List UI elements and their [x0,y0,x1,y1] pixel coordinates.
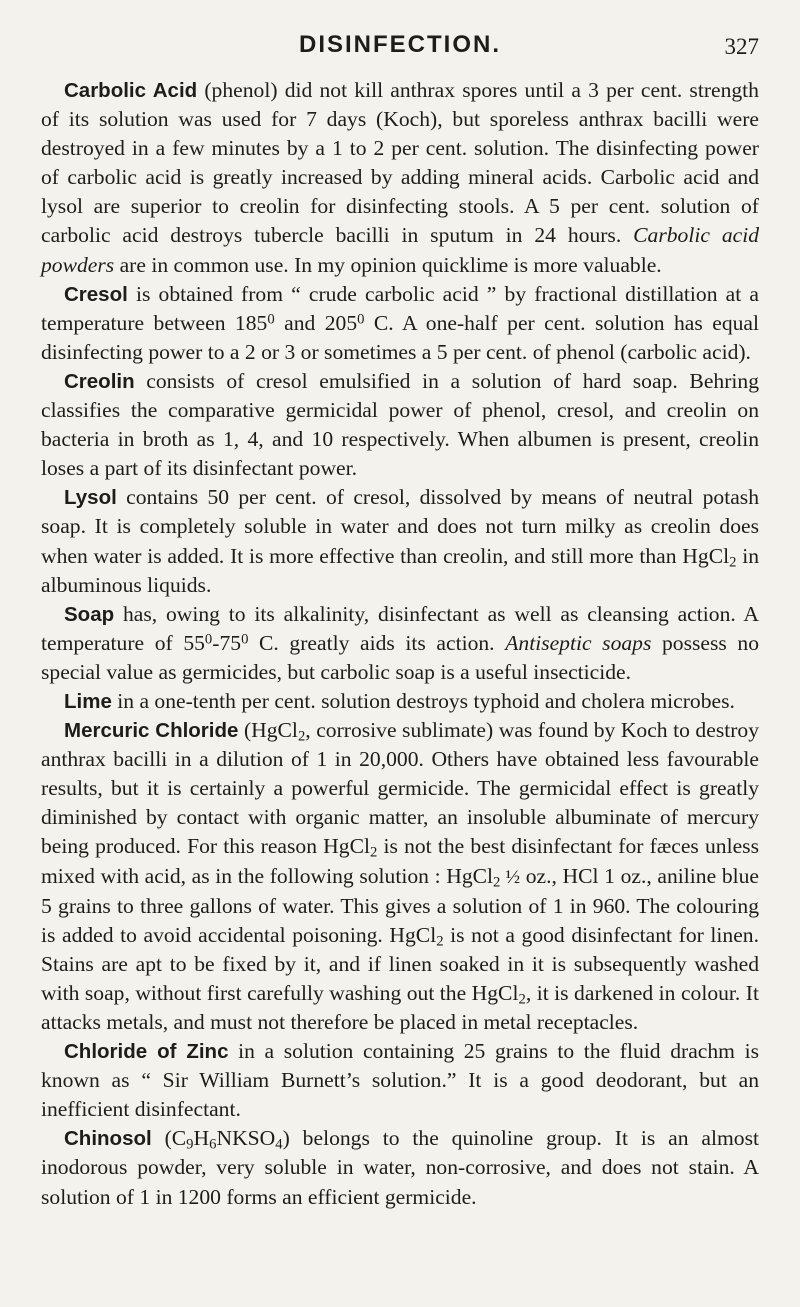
carbolic-italic: Carbolic acid powders [41,223,759,277]
heading-lysol: Lysol [64,486,117,510]
heading-chloride-of-zinc: Chloride of Zinc [64,1040,229,1064]
zinc-text: in a solution containing 25 grains to the fluid drachm is known as “ Sir William Burnett’s solution.” It is a good deodorant, but an inefficient disinfectant. [41,1039,759,1122]
mercuric-text-3: is not the best disinfectant for fæces unless mixed with acid, as in the following solution : HgCl [41,834,759,888]
cresol-text-1: is obtained from “ crude carbolic acid ” by fractional distillation at a temperature between 185 [41,281,759,335]
lysol-text-1: contains 50 per cent. of cresol, dissolved by means of neutral potash soap. It is completely soluble in water and does not turn milky as creolin does when water is added. It is more effective than creolin, and still more than HgCl [41,485,759,568]
running-title: DISINFECTION. [298,31,501,58]
soap-italic: Antiseptic soaps [505,630,652,655]
page-number: 327 [724,34,759,59]
paragraph-lime [41,687,759,716]
degree-mark: 0 [357,311,365,328]
subscript: 2 [369,845,378,862]
lime-text: in a one-tenth per cent. solution destroys typhoid and cholera microbes. [111,688,735,713]
chinosol-text-3: NKSO [216,1126,276,1151]
mercuric-text-5: is not a good disinfectant for linen. Stains are apt to be fixed by it, and if linen soaked in it is subsequently washed with soap, without first carefully washing out the HgCl [41,922,760,1005]
subscript: 2 [436,933,444,950]
degree-mark: 0 [241,631,249,648]
paragraph-lysol [41,483,759,599]
heading-lime: Lime [64,689,112,713]
heading-mercuric-chloride: Mercuric Chloride [64,719,239,743]
degree-mark: 0 [267,311,275,328]
subscript: 4 [275,1137,283,1154]
paragraph-mercuric-chloride [41,716,759,1037]
cresol-text-2: and 205 [274,310,358,335]
paragraph-cresol [41,280,759,367]
heading-carbolic-acid: Carbolic Acid [64,79,198,102]
mercuric-text-2: , corrosive sublimate) was found by Koch to destroy anthrax bacilli in a dilution of 1 in 20,000. Others have obtained less favourable results, but it is certainly a powerful germicide. The germicidal effect is greatly diminished by contact with organic matter, an insoluble albuminate of mercury being produced. For this reason HgCl [41,718,760,859]
mercuric-text-4: oz., HCl 1 oz., aniline blue 5 grains to three gallons of water. This gives a solution of 1 in 960. The colouring is added to avoid accidental poisoning. HgCl [41,863,760,947]
subscript: 2 [518,991,526,1008]
mercuric-text-6: , it is darkened in colour. It attacks metals, and must not therefore be placed in metal receptacles. [41,980,759,1034]
lysol-text-2: in albuminous liquids. [41,543,759,597]
soap-text-2: -75 [212,630,242,655]
chinosol-text-1: (C [151,1126,187,1151]
heading-creolin: Creolin [64,369,135,393]
subscript: 2 [297,728,306,745]
page-header [41,0,759,76]
degree-mark: 0 [204,631,213,648]
paragraph-carbolic-acid [41,76,759,280]
paragraph-chloride-of-zinc [41,1037,759,1124]
subscript: 6 [209,1137,217,1154]
mercuric-text-1: (HgCl [238,718,298,743]
subscript: 2 [493,874,501,891]
body-text [41,76,759,1212]
paragraph-soap [41,600,759,687]
subscript: 2 [729,554,737,571]
cresol-text-3: C. A one-half per cent. solution has equal disinfecting power to a 2 or 3 or sometimes a 5 per cent. of phenol (carbolic acid). [41,310,759,364]
heading-chinosol: Chinosol [64,1127,152,1151]
carbolic-text-2: are in common use. In my opinion quicklime is more valuable. [114,252,662,277]
soap-text-4: possess no special value as germicides, but carbolic soap is a useful insecticide. [41,630,759,684]
chinosol-text-4: ) belongs to the quinoline group. It is an almost inodorous powder, very soluble in water, non-corrosive, and does not stain. A solution of 1 in 1200 forms an efficient germicide. [41,1126,759,1209]
chinosol-text-2: H [193,1126,210,1151]
creolin-text: consists of cresol emulsified in a solution of hard soap. Behring classifies the comparative germicidal power of phenol, cresol, and creolin on bacteria in broth as 1, 4, and 10 respectively. When albumen is present, creolin loses a part of its disinfectant power. [41,368,759,481]
carbolic-text-1: (phenol) did not kill anthrax spores until a 3 per cent. strength of its solution was used for 7 days (Koch), but sporeless anthrax bacilli were destroyed in a few minutes by a 1 to 2 per cent. solution. The disinfecting power of carbolic acid is greatly increased by adding mineral acids. Carbolic acid and lysol are superior to creolin for disinfecting stools. A 5 per cent. solution of carbolic acid destroys tubercle bacilli in sputum in 24 hours. [41,78,759,248]
subscript: 9 [186,1137,194,1154]
book-page [41,0,759,1212]
paragraph-creolin [41,367,759,483]
soap-text-1: has, owing to its alkalinity, disinfectant as well as cleansing action. A temperature of 55 [41,601,759,655]
soap-text-3: C. greatly aids its action. [248,630,506,655]
fraction-half: ½ [500,866,521,888]
heading-cresol: Cresol [64,282,128,306]
paragraph-chinosol [41,1124,759,1211]
heading-soap: Soap [64,602,115,626]
